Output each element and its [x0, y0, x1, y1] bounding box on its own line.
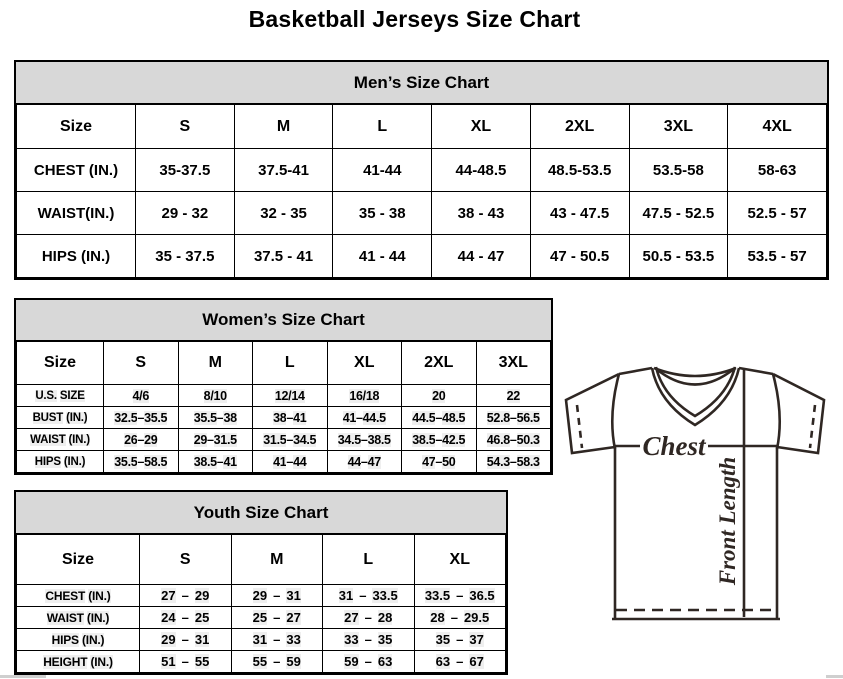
value-cell: 35 - 37.5: [136, 235, 235, 278]
table-row: [17, 451, 551, 473]
table-row: [17, 585, 506, 607]
youth-size-table: [16, 534, 506, 673]
value-cell: 41 - 44: [333, 235, 432, 278]
value-cell: 35.5–58.5: [104, 451, 179, 473]
row-label: WAIST(IN.): [17, 192, 136, 235]
value-cell: 51 – 55: [140, 651, 232, 673]
row-label: HEIGHT (IN.): [17, 651, 140, 673]
column-header: S: [136, 105, 235, 149]
value-cell: 33 – 35: [323, 629, 415, 651]
value-cell: 41-44: [333, 149, 432, 192]
value-cell: 44.5–48.5: [402, 407, 477, 429]
jersey-left-sleeve: [566, 374, 619, 453]
value-cell: 12/14: [253, 385, 328, 407]
value-cell: 28 – 29.5: [414, 607, 506, 629]
row-label: HIPS (IN.): [17, 235, 136, 278]
column-header: Size: [17, 535, 140, 585]
column-header: M: [178, 342, 253, 385]
value-cell: 41–44: [253, 451, 328, 473]
front-length-label: Front Length: [715, 456, 740, 586]
value-cell: 29 - 32: [136, 192, 235, 235]
womens-size-table: [16, 341, 551, 473]
jersey-body-sides: [615, 447, 777, 619]
value-cell: 53.5 - 57: [728, 235, 827, 278]
column-header: XL: [432, 105, 531, 149]
value-cell: 63 – 67: [414, 651, 506, 673]
mens-size-chart: [14, 60, 829, 280]
youth-size-chart: [14, 490, 508, 675]
value-cell: 35.5–38: [178, 407, 253, 429]
value-cell: 47.5 - 52.5: [629, 192, 728, 235]
table-row: [17, 629, 506, 651]
column-header: 3XL: [629, 105, 728, 149]
value-cell: 48.5-53.5: [530, 149, 629, 192]
value-cell: 22: [476, 385, 551, 407]
mens-size-chart-title: Men’s Size Chart: [16, 62, 827, 104]
value-cell: 38.5–42.5: [402, 429, 477, 451]
value-cell: 31 – 33: [231, 629, 323, 651]
column-header: S: [140, 535, 232, 585]
value-cell: 26–29: [104, 429, 179, 451]
value-cell: 29 – 31: [140, 629, 232, 651]
column-header: 2XL: [402, 342, 477, 385]
value-cell: 31.5–34.5: [253, 429, 328, 451]
value-cell: 33.5 – 36.5: [414, 585, 506, 607]
value-cell: 54.3–58.3: [476, 451, 551, 473]
row-label: BUST (IN.): [17, 407, 104, 429]
value-cell: 59 – 63: [323, 651, 415, 673]
jersey-measurement-diagram: [556, 363, 836, 628]
table-row: [17, 407, 551, 429]
value-cell: 43 - 47.5: [530, 192, 629, 235]
value-cell: 44-48.5: [432, 149, 531, 192]
value-cell: 38.5–41: [178, 451, 253, 473]
value-cell: 44–47: [327, 451, 402, 473]
table-row: [17, 607, 506, 629]
youth-size-chart-title: Youth Size Chart: [16, 492, 506, 534]
value-cell: 31 – 33.5: [323, 585, 415, 607]
mens-size-table: [16, 104, 827, 278]
value-cell: 44 - 47: [432, 235, 531, 278]
column-header: L: [253, 342, 328, 385]
value-cell: 37.5 - 41: [234, 235, 333, 278]
table-row: [17, 385, 551, 407]
value-cell: 29–31.5: [178, 429, 253, 451]
value-cell: 16/18: [327, 385, 402, 407]
table-row: [17, 149, 827, 192]
value-cell: 27 – 29: [140, 585, 232, 607]
column-header: M: [234, 105, 333, 149]
table-row: [17, 651, 506, 673]
value-cell: 29 – 31: [231, 585, 323, 607]
row-label: WAIST (IN.): [17, 607, 140, 629]
jersey-left-seam: [612, 374, 619, 449]
value-cell: 58-63: [728, 149, 827, 192]
value-cell: 38 - 43: [432, 192, 531, 235]
value-cell: 27 – 28: [323, 607, 415, 629]
value-cell: 34.5–38.5: [327, 429, 402, 451]
jersey-collar-inner-v: [656, 367, 735, 416]
column-header: 2XL: [530, 105, 629, 149]
scrollbar-fragment-right: [826, 675, 843, 678]
row-label: HIPS (IN.): [17, 451, 104, 473]
value-cell: 35-37.5: [136, 149, 235, 192]
value-cell: 47–50: [402, 451, 477, 473]
jersey-right-seam: [773, 374, 780, 449]
table-row: [17, 235, 827, 278]
value-cell: 32.5–35.5: [104, 407, 179, 429]
page-title: Basketball Jerseys Size Chart: [248, 6, 581, 32]
value-cell: 41–44.5: [327, 407, 402, 429]
value-cell: 4/6: [104, 385, 179, 407]
value-cell: 20: [402, 385, 477, 407]
row-label: WAIST (IN.): [17, 429, 104, 451]
value-cell: 37.5-41: [234, 149, 333, 192]
column-header: S: [104, 342, 179, 385]
jersey-right-cuff-dashes: [810, 405, 815, 448]
womens-size-chart-title: Women’s Size Chart: [16, 300, 551, 341]
value-cell: 24 – 25: [140, 607, 232, 629]
jersey-left-cuff-dashes: [577, 405, 582, 448]
value-cell: 38–41: [253, 407, 328, 429]
chest-label: Chest: [642, 431, 706, 461]
column-header: M: [231, 535, 323, 585]
value-cell: 52.8–56.5: [476, 407, 551, 429]
table-row: [17, 192, 827, 235]
column-header: XL: [414, 535, 506, 585]
row-label: CHEST (IN.): [17, 149, 136, 192]
value-cell: 35 - 38: [333, 192, 432, 235]
column-header: L: [333, 105, 432, 149]
value-cell: 50.5 - 53.5: [629, 235, 728, 278]
row-label: CHEST (IN.): [17, 585, 140, 607]
column-header: 4XL: [728, 105, 827, 149]
value-cell: 32 - 35: [234, 192, 333, 235]
table-row: [17, 429, 551, 451]
column-header: 3XL: [476, 342, 551, 385]
column-header: L: [323, 535, 415, 585]
value-cell: 8/10: [178, 385, 253, 407]
row-label: HIPS (IN.): [17, 629, 140, 651]
jersey-shoulder-lines: [619, 368, 773, 374]
value-cell: 47 - 50.5: [530, 235, 629, 278]
column-header: Size: [17, 342, 104, 385]
womens-size-chart: [14, 298, 553, 475]
value-cell: 52.5 - 57: [728, 192, 827, 235]
value-cell: 25 – 27: [231, 607, 323, 629]
value-cell: 35 – 37: [414, 629, 506, 651]
column-header: XL: [327, 342, 402, 385]
value-cell: 46.8–50.3: [476, 429, 551, 451]
value-cell: 53.5-58: [629, 149, 728, 192]
row-label: U.S. SIZE: [17, 385, 104, 407]
column-header: Size: [17, 105, 136, 149]
scrollbar-fragment-left: [0, 675, 46, 678]
value-cell: 55 – 59: [231, 651, 323, 673]
